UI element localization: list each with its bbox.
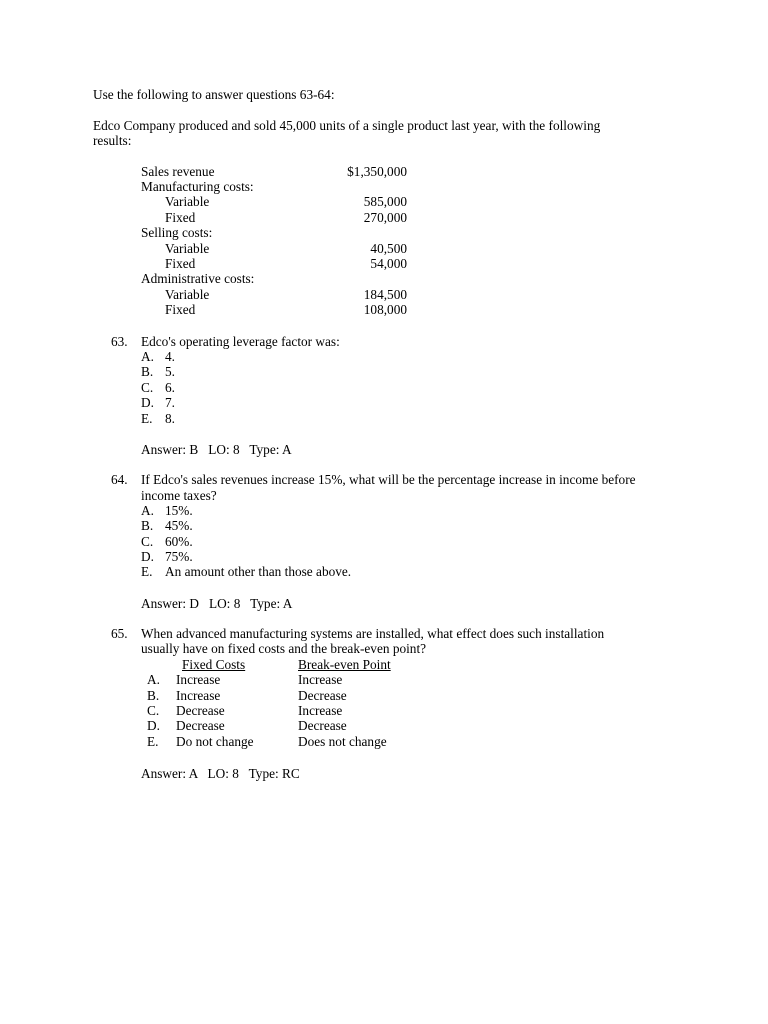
option-text: An amount other than those above. bbox=[165, 564, 352, 579]
option-letter: E. bbox=[141, 411, 153, 426]
table-row-value: $1,350,000 bbox=[347, 164, 407, 179]
table-row-label: Manufacturing costs: bbox=[141, 179, 254, 194]
option-text: 5. bbox=[165, 364, 175, 379]
answer-key: Answer: D LO: 8 Type: A bbox=[141, 596, 293, 611]
option-break-even: Increase bbox=[298, 703, 343, 718]
option-text: 8. bbox=[165, 411, 175, 426]
intro-instruction: Use the following to answer questions 63-64: bbox=[93, 87, 335, 102]
question-number: 64. bbox=[111, 472, 128, 487]
question-text-line-2: usually have on fixed costs and the break-even point? bbox=[141, 641, 427, 656]
option-fixed-costs: Decrease bbox=[176, 703, 225, 718]
option-text: 60%. bbox=[165, 534, 193, 549]
option-text: 15%. bbox=[165, 503, 193, 518]
option-break-even: Decrease bbox=[298, 718, 347, 733]
option-text: 45%. bbox=[165, 518, 193, 533]
option-letter: C. bbox=[141, 534, 154, 549]
option-letter: D. bbox=[141, 395, 154, 410]
table-row-value: 184,500 bbox=[363, 287, 407, 302]
question-text-line-1: When advanced manufacturing systems are installed, what effect does such installation bbox=[141, 626, 605, 641]
option-text: 7. bbox=[165, 395, 175, 410]
option-letter: A. bbox=[147, 672, 160, 687]
option-letter: A. bbox=[141, 503, 154, 518]
option-letter: D. bbox=[141, 549, 154, 564]
answer-key: Answer: B LO: 8 Type: A bbox=[141, 442, 292, 457]
question-text-line-1: If Edco's sales revenues increase 15%, what will be the percentage increase in income before bbox=[141, 472, 636, 487]
option-text: 4. bbox=[165, 349, 175, 364]
table-row-label: Variable bbox=[165, 241, 210, 256]
intro-paragraph-line-2: results: bbox=[93, 133, 132, 148]
question-text: Edco's operating leverage factor was: bbox=[141, 334, 340, 349]
table-row-label: Variable bbox=[165, 194, 210, 209]
table-row-label: Fixed bbox=[165, 256, 196, 271]
option-fixed-costs: Increase bbox=[176, 672, 221, 687]
table-row-value: 40,500 bbox=[370, 241, 407, 256]
question-number: 65. bbox=[111, 626, 128, 641]
option-break-even: Does not change bbox=[298, 734, 387, 749]
table-row-value: 108,000 bbox=[363, 302, 407, 317]
option-letter: B. bbox=[141, 518, 154, 533]
table-row-value: 54,000 bbox=[370, 256, 407, 271]
question-text-line-2: income taxes? bbox=[141, 488, 217, 503]
column-header-fixed-costs: Fixed Costs bbox=[182, 657, 246, 672]
option-break-even: Increase bbox=[298, 672, 343, 687]
option-fixed-costs: Increase bbox=[176, 688, 221, 703]
option-letter: C. bbox=[147, 703, 160, 718]
option-letter: E. bbox=[141, 564, 153, 579]
table-row-label: Variable bbox=[165, 287, 210, 302]
option-text: 6. bbox=[165, 380, 175, 395]
option-letter: B. bbox=[147, 688, 160, 703]
option-text: 75%. bbox=[165, 549, 193, 564]
intro-paragraph-line-1: Edco Company produced and sold 45,000 units of a single product last year, with the following bbox=[93, 118, 601, 133]
table-row-label: Selling costs: bbox=[141, 225, 213, 240]
option-letter: D. bbox=[147, 718, 160, 733]
table-row-value: 270,000 bbox=[363, 210, 407, 225]
table-row-label: Administrative costs: bbox=[141, 271, 255, 286]
option-letter: B. bbox=[141, 364, 154, 379]
answer-key: Answer: A LO: 8 Type: RC bbox=[141, 766, 300, 781]
option-fixed-costs: Decrease bbox=[176, 718, 225, 733]
table-row-label: Fixed bbox=[165, 302, 196, 317]
table-row-label: Sales revenue bbox=[141, 164, 215, 179]
option-letter: A. bbox=[141, 349, 154, 364]
question-number: 63. bbox=[111, 334, 128, 349]
table-row-label: Fixed bbox=[165, 210, 196, 225]
option-fixed-costs: Do not change bbox=[176, 734, 254, 749]
table-row-value: 585,000 bbox=[363, 194, 407, 209]
column-header-break-even-point: Break-even Point bbox=[298, 657, 391, 672]
option-letter: C. bbox=[141, 380, 154, 395]
option-break-even: Decrease bbox=[298, 688, 347, 703]
option-letter: E. bbox=[147, 734, 159, 749]
